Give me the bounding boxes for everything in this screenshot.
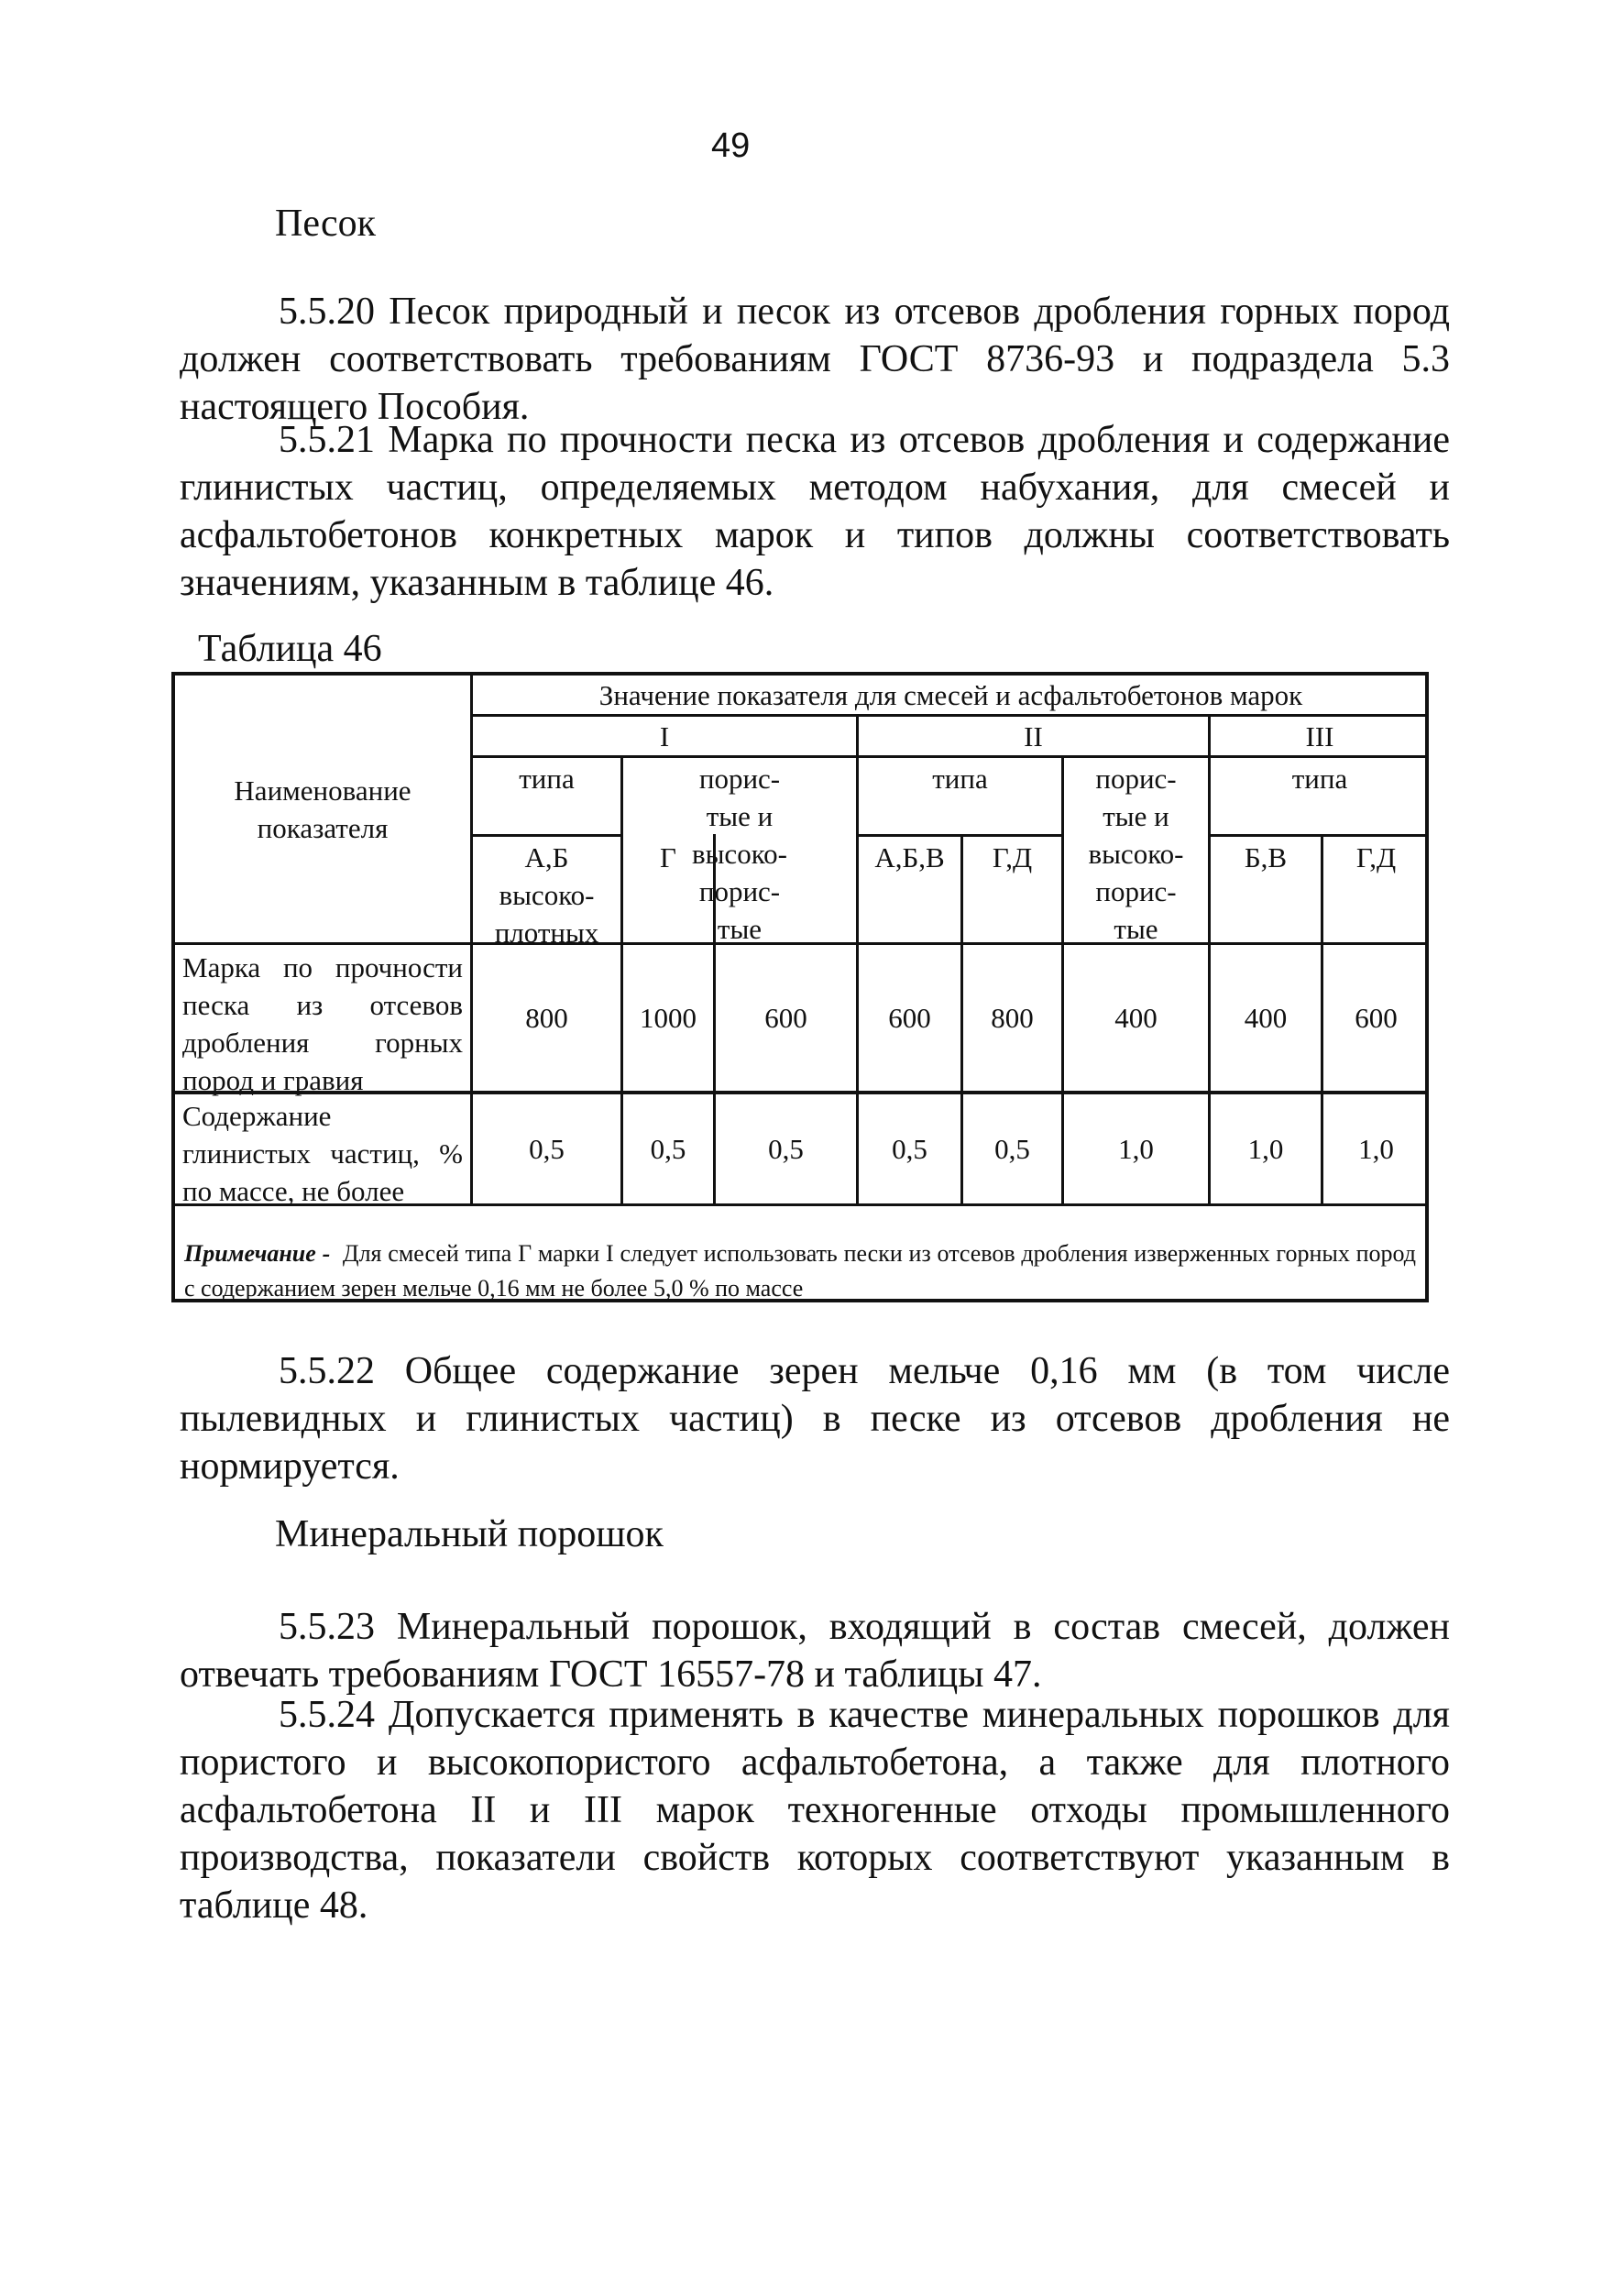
header-value: Значение показателя для смесей и асфальтобетонов марок xyxy=(598,678,1303,711)
header-grade-1: I xyxy=(659,720,670,753)
header-g3-bv: Б,В xyxy=(1244,841,1288,873)
table-cell: 0,5 xyxy=(529,1133,565,1165)
table-cell: 0,5 xyxy=(994,1133,1030,1165)
paragraph-5-5-20: 5.5.20 Песок природный и песок из отсевов дробления горных пород должен соответствовать требованиям ГОСТ 8736-93 и подраздела 5.3 настоящего Пособия. xyxy=(180,291,1450,428)
header-g2-gd: Г,Д xyxy=(992,841,1033,873)
header-g1-type: типа xyxy=(519,763,575,795)
table-note-text: Для смесей типа Г марки I следует использовать пески из отсевов дробления изверженных горных пород с содержанием зерен мельче 0,16 мм не более 5,0 % по массе xyxy=(184,1240,1417,1302)
header-g2-porous: порис- тые и высоко- порис- тые xyxy=(1088,763,1184,945)
row-clay-name: Содержание глинистых частиц, % по массе, не более xyxy=(182,1100,463,1207)
header-g3-gd: Г,Д xyxy=(1355,841,1397,873)
header-parameter-name: Наименование показателя xyxy=(234,774,411,844)
table-cell: 1,0 xyxy=(1118,1133,1154,1165)
row-strength-name: Марка по прочности песка из отсевов дробления горных пород и гравия xyxy=(182,951,463,1096)
table-cell: 800 xyxy=(991,1002,1034,1034)
table-cell: 400 xyxy=(1114,1002,1158,1034)
header-grade-2: II xyxy=(1024,720,1043,753)
paragraph-5-5-24: 5.5.24 Допускается применять в качестве минеральных порошков для пористого и высокопористого асфальтобетона, а также для плотного асфальтобетона II и III марок техногенные отходы промышленного производства, показатели свойств которых соответствуют указанным в таблице 48. xyxy=(180,1694,1450,1927)
table-cell: 0,5 xyxy=(892,1133,927,1165)
header-g2-abv: А,Б,В xyxy=(874,841,945,873)
header-g1-porous: порис- тые и высоко- порис- тые xyxy=(691,763,788,945)
table-title: Таблица 46 xyxy=(198,628,382,670)
table-cell: 0,5 xyxy=(650,1133,686,1165)
section-heading-mineral-powder: Минеральный порошок xyxy=(275,1513,664,1555)
table-cell: 400 xyxy=(1244,1002,1288,1034)
header-g1-g: Г xyxy=(660,841,676,873)
table-cell: 1,0 xyxy=(1247,1133,1284,1165)
table-cell: 600 xyxy=(888,1002,931,1034)
header-g2-type: типа xyxy=(932,763,988,795)
table-cell: 600 xyxy=(764,1002,807,1034)
table-cell: 0,5 xyxy=(768,1133,804,1165)
header-g3-type: типа xyxy=(1291,763,1348,795)
header-grade-3: III xyxy=(1305,720,1334,753)
paragraph-5-5-23: 5.5.23 Минеральный порошок, входящий в состав смесей, должен отвечать требованиям ГОСТ 16557-78 и таблицы 47. xyxy=(180,1606,1450,1696)
paragraph-5-5-22: 5.5.22 Общее содержание зерен мельче 0,16 мм (в том числе пылевидных и глинистых частиц) в песке из отсевов дробления не нормируется. xyxy=(180,1350,1450,1488)
paragraph-5-5-21: 5.5.21 Марка по прочности песка из отсевов дробления и содержание глинистых частиц, определяемых методом набухания, для смесей и асфальтобетонов конкретных марок и типов должны соответствовать значениям, указанным в таблице 46. xyxy=(180,419,1450,604)
table-cell: 800 xyxy=(525,1002,568,1034)
table-cell: 1000 xyxy=(640,1002,697,1034)
table-cell: 1,0 xyxy=(1358,1133,1394,1165)
table-cell: 600 xyxy=(1355,1002,1398,1034)
header-g1-ab: А,Б высоко- плотных xyxy=(494,841,599,949)
section-heading-sand: Песок xyxy=(275,203,377,245)
page-number: 49 xyxy=(711,126,751,165)
table-note-label: Примечание - xyxy=(184,1240,331,1267)
table-note xyxy=(184,1236,1416,1306)
table-46 xyxy=(171,672,1429,1302)
